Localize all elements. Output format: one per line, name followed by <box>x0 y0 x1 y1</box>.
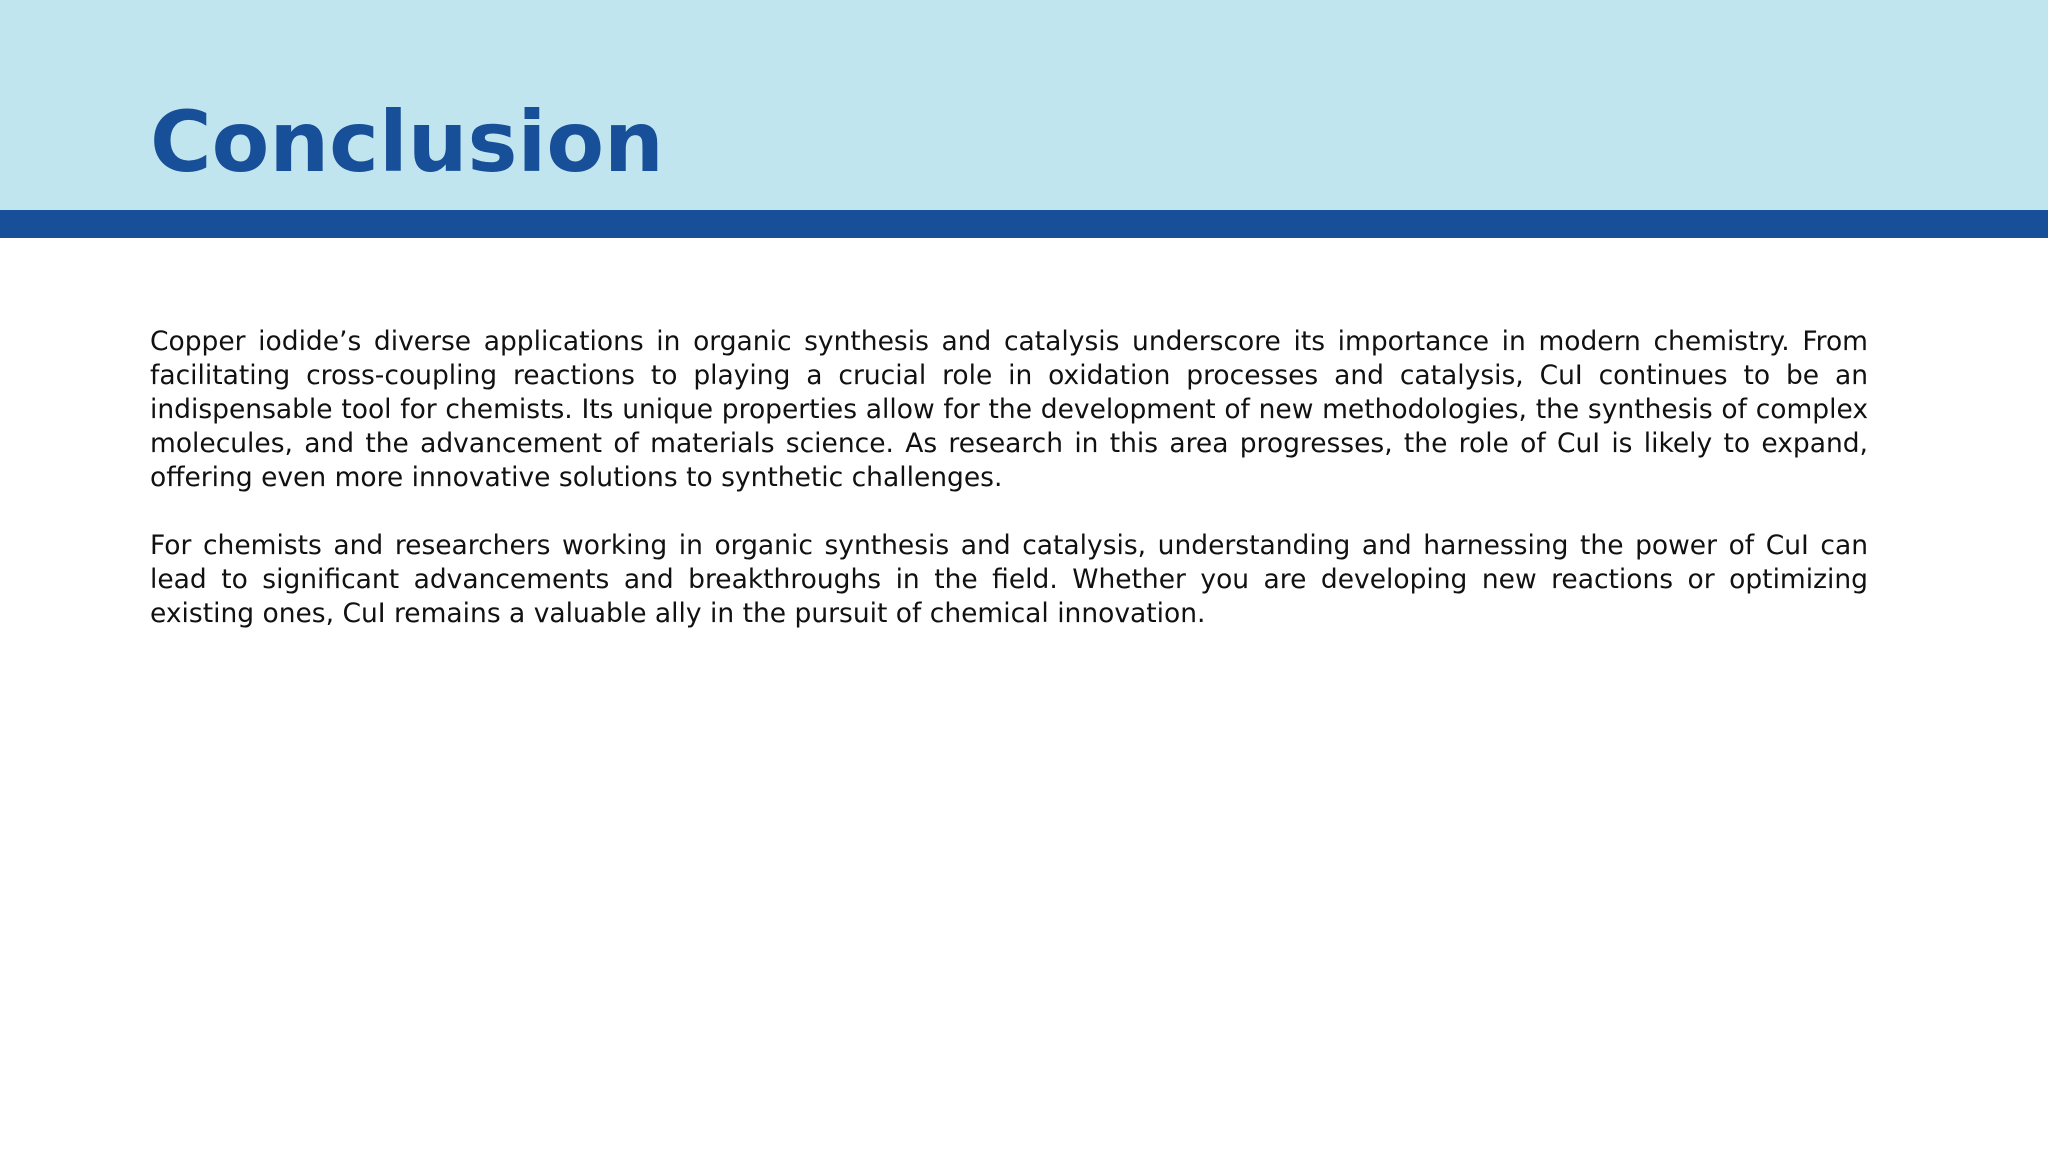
paragraph-1: Copper iodide’s diverse applications in organic synthesis and catalysis underscore its importance in modern chemistry. From facilitating cross-coupling reactions to playing a crucial role in oxidation processes and catalysis, CuI continues to be an indispensable tool for chemists. Its unique properties allow for the development of new methodologies, the synthesis of complex molecules, and the advancement of materials science. As research in this area progresses, the role of CuI is likely to expand, offering even more innovative solutions to synthetic challenges. <box>150 326 1868 493</box>
slide-title: Conclusion <box>150 93 664 191</box>
paragraph-2: For chemists and researchers working in organic synthesis and catalysis, understanding and harnessing the power of CuI can lead to significant advancements and breakthroughs in the field. Whether you are developing new reactions or optimizing existing ones, CuI remains a valuable ally in the pursuit of chemical innovation. <box>150 530 1868 629</box>
slide-body <box>150 325 1868 665</box>
header-divider <box>0 210 2048 238</box>
